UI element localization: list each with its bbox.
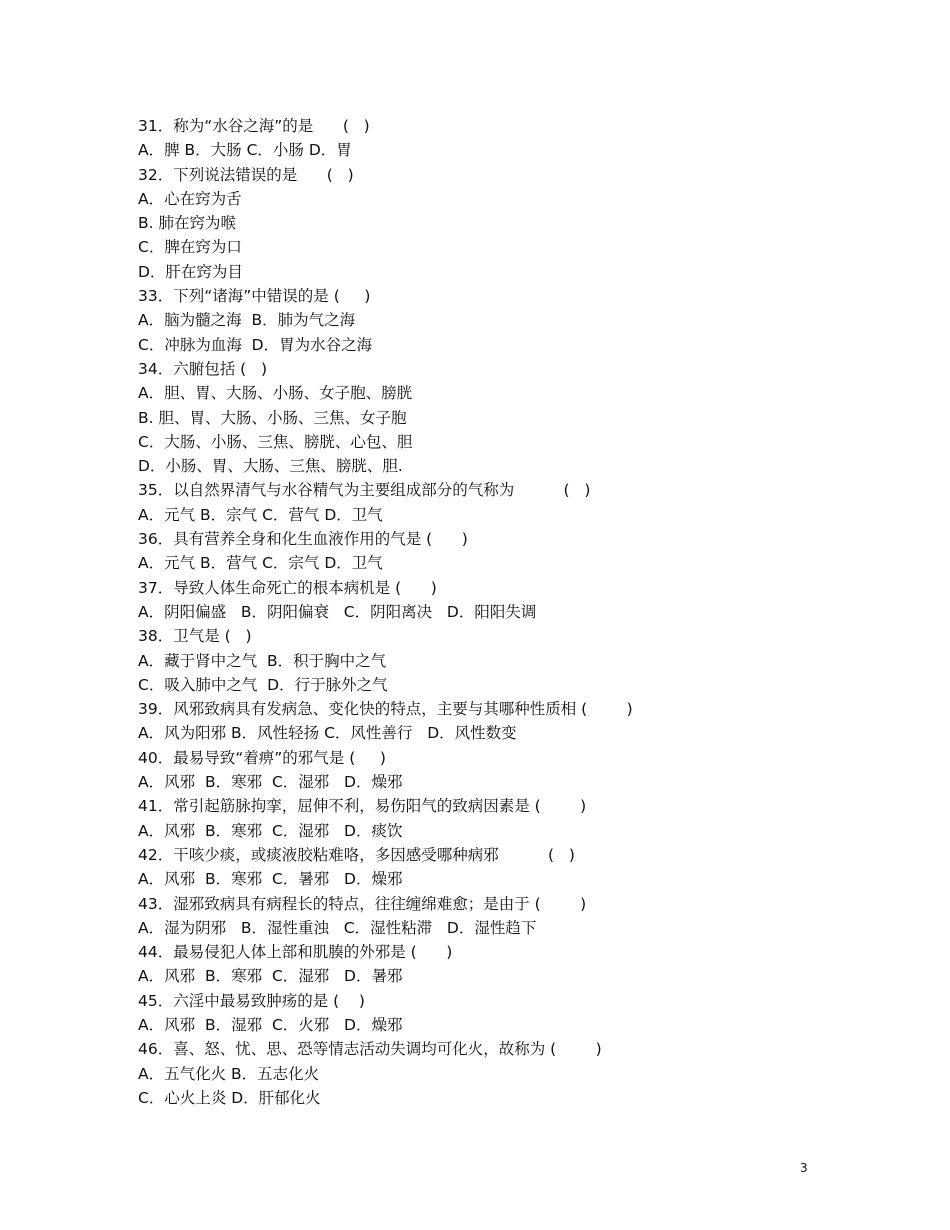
- option-line: A．风邪 B．寒邪 C．湿邪 D．燥邪: [138, 773, 403, 792]
- option-line: A．胆、胃、大肠、小肠、女子胞、膀胱: [138, 384, 413, 403]
- option-line: B. 胆、胃、大肠、小肠、三焦、女子胞: [138, 408, 407, 427]
- option-line: C．心火上炎 D．肝郁化火: [138, 1088, 321, 1107]
- question-line: 39．风邪致病具有发病急、变化快的特点，主要与其哪种性质相 ( ): [138, 700, 633, 719]
- option-line: A．脾 B．大肠 C．小肠 D．胃: [138, 141, 352, 160]
- option-line: B. 肺在窍为喉: [138, 214, 236, 233]
- question-line: 45．六淫中最易致肿疡的是 ( ): [138, 991, 365, 1010]
- question-line: 44．最易侵犯人体上部和肌腠的外邪是 ( ): [138, 943, 453, 962]
- option-line: D．小肠、胃、大肠、三焦、膀胱、胆.: [138, 457, 403, 476]
- option-line: A．风为阳邪 B．风性轻扬 C．风性善行 D．风性数变: [138, 724, 517, 743]
- option-line: D．肝在窍为目: [138, 262, 243, 281]
- option-line: A．阴阳偏盛 B．阴阳偏衰 C．阴阳离决 D．阳阳失调: [138, 602, 537, 621]
- option-line: A．五气化火 B．五志化火: [138, 1064, 320, 1083]
- question-line: 40．最易导致“着痹”的邪气是 ( ): [138, 748, 386, 767]
- option-line: C．冲脉为血海 D．胃为水谷之海: [138, 335, 373, 354]
- option-line: A．元气 B．宗气 C．营气 D．卫气: [138, 505, 383, 524]
- option-line: A．风邪 B．寒邪 C．湿邪 D．痰饮: [138, 821, 403, 840]
- question-list: [138, 114, 858, 1110]
- question-line: 41．常引起筋脉拘挛，屈伸不利，易伤阳气的致病因素是 ( ): [138, 797, 587, 816]
- option-line: A．湿为阴邪 B．湿性重浊 C．湿性粘滞 D．湿性趋下: [138, 918, 537, 937]
- question-line: 46．喜、怒、忧、思、恐等情志活动失调均可化火，故称为 ( ): [138, 1040, 602, 1059]
- option-line: A．心在窍为舌: [138, 189, 242, 208]
- question-line: 32．下列说法错误的是 ( ): [138, 165, 354, 184]
- question-line: 34．六腑包括 ( ): [138, 359, 268, 378]
- option-line: A．风邪 B．寒邪 C．湿邪 D．暑邪: [138, 967, 403, 986]
- option-line: A．风邪 B．寒邪 C．暑邪 D．燥邪: [138, 870, 403, 889]
- question-line: 38．卫气是 ( ): [138, 627, 252, 646]
- option-line: A．元气 B．营气 C．宗气 D．卫气: [138, 554, 383, 573]
- option-line: A．风邪 B．湿邪 C．火邪 D．燥邪: [138, 1015, 403, 1034]
- question-line: 36．具有营养全身和化生血液作用的气是 ( ): [138, 530, 468, 549]
- question-line: 42．干咳少痰，或痰液胶粘难咯，多因感受哪种病邪 ( ): [138, 845, 575, 864]
- question-line: 35．以自然界清气与水谷精气为主要组成部分的气称为 ( ): [138, 481, 591, 500]
- question-line: 31．称为“水谷之海”的是 ( ): [138, 117, 370, 135]
- option-line: A．藏于肾中之气 B．积于胸中之气: [138, 651, 387, 670]
- option-line: A．脑为髓之海 B．肺为气之海: [138, 311, 356, 330]
- question-line: 37．导致人体生命死亡的根本病机是 ( ): [138, 578, 437, 597]
- page-number: 3: [800, 1161, 808, 1175]
- question-line: 33．下列“诸海”中错误的是 ( ): [138, 287, 371, 306]
- option-line: C．大肠、小肠、三焦、膀胱、心包、胆: [138, 432, 413, 451]
- option-line: C．吸入肺中之气 D．行于脉外之气: [138, 675, 388, 694]
- option-line: C．脾在窍为口: [138, 238, 242, 257]
- question-line: 43．湿邪致病具有病程长的特点，往往缠绵难愈；是由于 ( ): [138, 894, 587, 913]
